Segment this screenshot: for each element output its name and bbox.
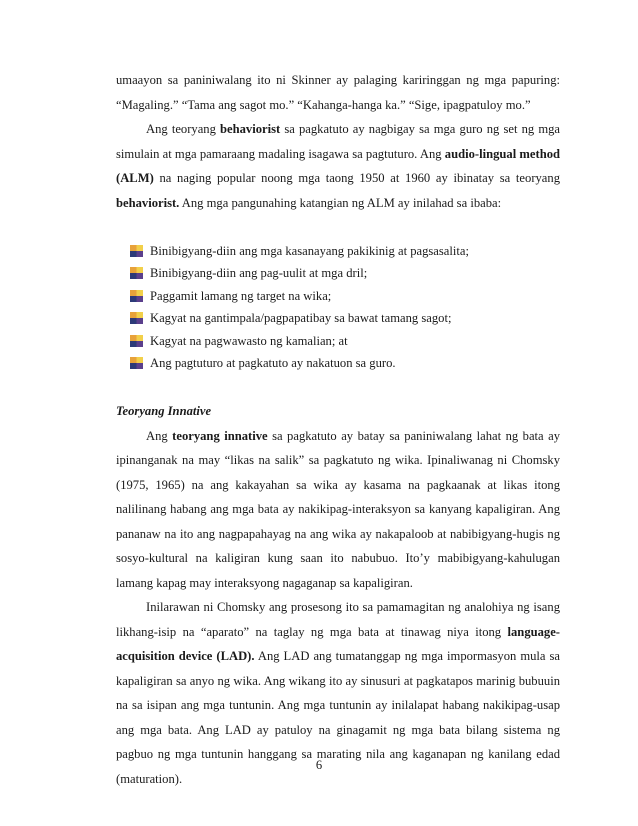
list-item-text: Ang pagtuturo at pagkatuto ay nakatuon sa guro. bbox=[150, 356, 396, 370]
list-item-text: Kagyat na pagwawasto ng kamalian; at bbox=[150, 333, 348, 348]
alm-features-list bbox=[116, 240, 560, 375]
list-item bbox=[128, 285, 560, 308]
list-item bbox=[128, 307, 560, 330]
lad-text-2: Ang LAD ang tumatanggap ng mga impormasyon mula sa kapaligiran sa anyo ng wika. Ang wikang ito ay sinusuri at pagkatapos marinig bubuuin na sa isipan ang mga tuntunin. Ang mga tuntunin ay inilalapat habang nakikipag-usap ang mga bata. Ang LAD ay patuloy na ginagamit ng mga bata bilang sistema ng pagbuo ng mga tuntunin hanggang sa marating nila ang kaganapan ng kanilang edad (maturation). bbox=[116, 649, 561, 786]
quadrant-square-icon bbox=[130, 335, 143, 347]
quadrant-square-icon bbox=[130, 357, 143, 369]
behaviorist-term-2: behaviorist. bbox=[116, 195, 180, 210]
list-item-text: Binibigyang-diin ang pag-uulit at mga dril; bbox=[150, 266, 368, 280]
list-item-text: Binibigyang-diin ang mga kasanayang pakikinig at pagsasalita; bbox=[150, 243, 469, 258]
page-number: 6 bbox=[315, 758, 323, 772]
innative-paragraph-1 bbox=[116, 424, 560, 596]
behaviorist-text-4: Ang mga pangunahing katangian ng ALM ay inilahad sa ibaba: bbox=[179, 195, 502, 210]
quadrant-square-icon bbox=[130, 290, 143, 302]
page-content bbox=[116, 68, 560, 791]
list-item bbox=[128, 240, 560, 263]
behaviorist-paragraph bbox=[116, 117, 560, 215]
behaviorist-text-3: na naging popular noong mga taong 1950 at 1960 ay ibinatay sa teoryang bbox=[153, 171, 560, 185]
section-heading: Teoryang Innative bbox=[116, 404, 212, 418]
innative-text-2: sa pagkatuto ay batay sa paniniwalang lahat ng bata ay ipinanganak na may “likas na salik” sa pagkatuto ng wika. Ipinaliwanag ni Chomsky (1975, 1965) na ang kakayahan sa wika ay kasama na pagkaanak at likas itong nalilinang habang ang mga bata ay nakikipag-interaksyon sa kanyang kapaligiran. Ang pananaw na ito ang nagpapahayag na ang wika ay nakapaloob at nabibigyang-hugis ng sosyo-kultural na kaligiran kung saan ito nabubuo. Ito’y mabibigyang-kahulugan lamang kapag may interaksyong nagaganap sa kapaligiran. bbox=[116, 428, 560, 590]
behaviorist-text-2: sa pagkatuto ay nagbigay sa mga guro ng set ng mga simulain at mga pamaraang madaling isagawa sa pagtuturo. Ang bbox=[116, 122, 561, 161]
spacer bbox=[116, 375, 560, 400]
alm-term: audio-lingual method (ALM) bbox=[116, 146, 561, 185]
intro-paragraph bbox=[116, 68, 560, 117]
list-item-text: Paggamit lamang ng target na wika; bbox=[150, 288, 332, 303]
intro-line-2: “Magaling.” “Tama ang sagot mo.” “Kahanga-hanga ka.” “Sige, ipagpatuloy mo.” bbox=[116, 97, 531, 112]
list-item bbox=[128, 352, 560, 375]
innative-term: teoryang innative bbox=[172, 428, 268, 443]
list-item bbox=[128, 262, 560, 285]
spacer bbox=[116, 215, 560, 240]
lad-text-1: Inilarawan ni Chomsky ang prosesong ito sa pamamagitan ng analohiya ng isang likhang-isip na “aparato” na taglay ng mga bata at tinawag niya itong bbox=[116, 600, 560, 639]
behaviorist-term: behaviorist bbox=[220, 122, 281, 136]
lad-term: language-acquisition device (LAD). bbox=[116, 624, 560, 663]
quadrant-square-icon bbox=[130, 312, 143, 324]
list-item bbox=[128, 330, 560, 353]
list-item-text: Kagyat na gantimpala/pagpapatibay sa bawat tamang sagot; bbox=[150, 311, 452, 325]
innative-text-1: Ang bbox=[146, 428, 173, 443]
intro-line-1: umaayon sa paniniwalang ito ni Skinner ay palaging kariringgan ng mga papuring: bbox=[116, 73, 560, 87]
quadrant-square-icon bbox=[130, 245, 143, 257]
quadrant-square-icon bbox=[130, 267, 143, 279]
behaviorist-text-1: Ang teoryang bbox=[146, 122, 221, 136]
